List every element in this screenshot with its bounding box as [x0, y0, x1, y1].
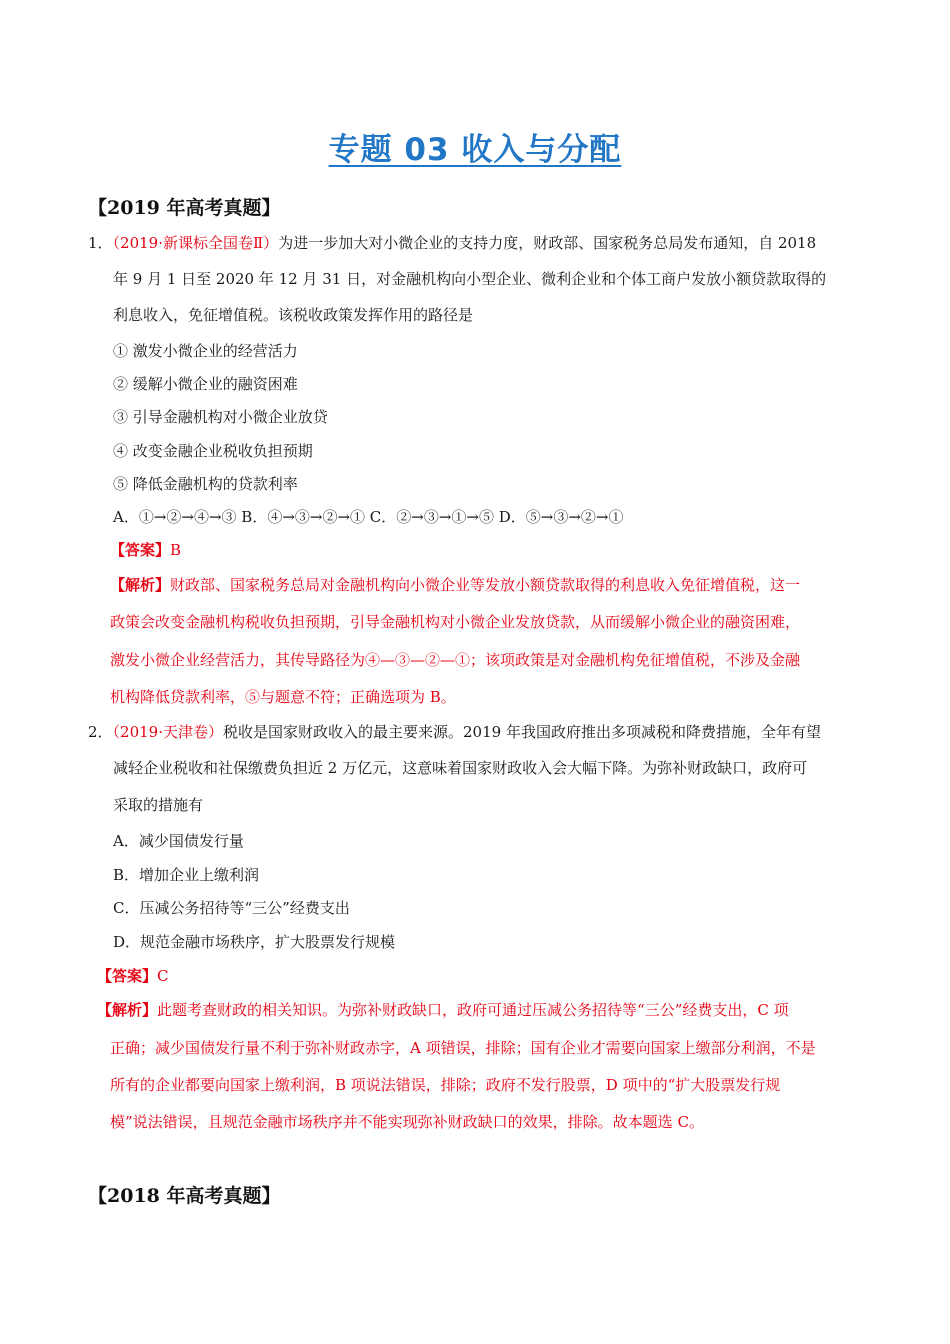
section-heading-2018: 【2018 年高考真题】 [88, 1185, 281, 1207]
question-2-analysis-line3: 所有的企业都要向国家上缴利润，B 项说法错误，排除；政府不发行股票，D 项中的“扩大股票发行规 [110, 1076, 781, 1094]
question-1-item: ④ 改变金融企业税收负担预期 [113, 442, 313, 460]
page-title: 专题 03 收入与分配 [328, 132, 622, 168]
question-source: （2019·新课标全国卷Ⅱ） [112, 234, 279, 252]
answer-label: 【答案】 [110, 541, 171, 559]
question-2-option: D．规范金融市场秩序，扩大股票发行规模 [113, 933, 396, 951]
question-2-analysis-line4: 模”说法错误，且规范金融市场秩序并不能实现弥补财政缺口的效果，排除。故本题选 C。 [110, 1113, 704, 1131]
analysis-label: 【解析】 [110, 576, 171, 594]
question-1-item: ② 缓解小微企业的融资困难 [113, 375, 298, 393]
question-1-item: ⑤ 降低金融机构的贷款利率 [113, 475, 298, 493]
question-2-option: C．压减公务招待等“三公”经费支出 [113, 899, 350, 917]
question-1-analysis-line1 [110, 575, 800, 595]
question-1-analysis-line2: 政策会改变金融机构税收负担预期，引导金融机构对小微企业发放贷款，从而缓解小微企业的融资困难， [110, 613, 801, 631]
question-1-line2: 年 9 月 1 日至 2020 年 12 月 31 日，对金融机构向小型企业、微利企业和个体工商户发放小额贷款取得的 [113, 270, 827, 288]
question-1-analysis-line4: 机构降低贷款利率，⑤与题意不符；正确选项为 B。 [110, 688, 456, 706]
question-1-item: ① 激发小微企业的经营活力 [113, 342, 298, 360]
question-2-answer [97, 966, 169, 986]
question-2-analysis-line2: 正确；减少国债发行量不利于弥补财政赤字，A 项错误，排除；国有企业才需要向国家上缴部分利润，不是 [110, 1039, 816, 1057]
answer-value: B [170, 541, 182, 559]
question-2-line3: 采取的措施有 [113, 796, 204, 814]
question-1-answer [110, 540, 181, 560]
question-2-line1 [88, 722, 821, 742]
question-stem: 为进一步加大对小微企业的支持力度，财政部、国家税务总局发布通知，自 2018 [278, 234, 817, 252]
question-number: 2． [88, 723, 113, 741]
analysis-text: 此题考查财政的相关知识。为弥补财政缺口，政府可通过压减公务招待等“三公”经费支出，C 项 [157, 1001, 789, 1019]
question-stem: 税收是国家财政收入的最主要来源。2019 年我国政府推出多项减税和降费措施，全年有望 [223, 723, 821, 741]
section-heading-2019: 【2019 年高考真题】 [88, 197, 281, 219]
question-number: 1． [88, 234, 113, 252]
question-1-line1 [88, 233, 816, 253]
question-2-option: A．减少国债发行量 [113, 832, 244, 850]
question-1-item: ③ 引导金融机构对小微企业放贷 [113, 408, 328, 426]
analysis-label: 【解析】 [97, 1001, 158, 1019]
answer-value: C [157, 967, 169, 985]
question-1-analysis-line3: 激发小微企业经营活力，其传导路径为④—③—②—①；该项政策是对金融机构免征增值税，不涉及金融 [110, 651, 801, 669]
answer-label: 【答案】 [97, 967, 158, 985]
question-2-analysis-line1 [97, 1000, 789, 1020]
question-source: （2019·天津卷） [112, 723, 223, 741]
question-1-line3: 利息收入，免征增值税。该税收政策发挥作用的路径是 [113, 306, 474, 324]
question-1-options: A．①→②→④→③ B．④→③→②→① C．②→③→①→⑤ D．⑤→③→②→① [113, 508, 624, 526]
question-2-option: B．增加企业上缴利润 [113, 866, 260, 884]
question-2-line2: 减轻企业税收和社保缴费负担近 2 万亿元，这意味着国家财政收入会大幅下降。为弥补财政缺口，政府可 [113, 759, 808, 777]
analysis-text: 财政部、国家税务总局对金融机构向小微企业等发放小额贷款取得的利息收入免征增值税，这一 [170, 576, 801, 594]
